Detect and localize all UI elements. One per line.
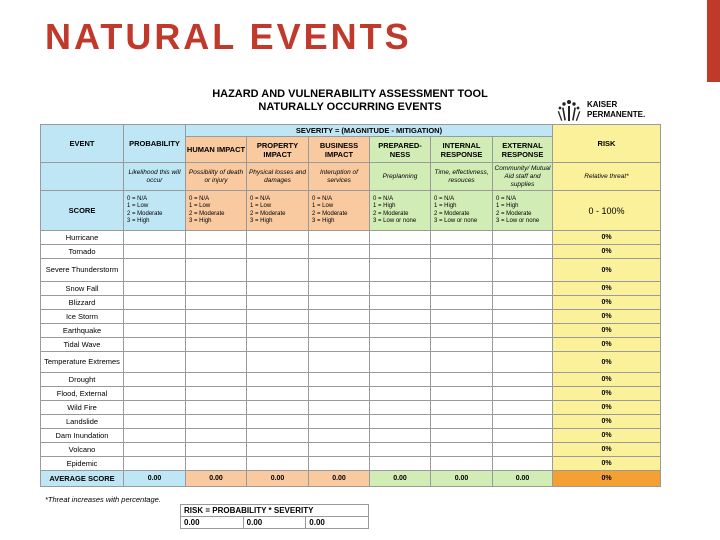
- internal-response-cell[interactable]: [431, 282, 493, 296]
- slide-title: NATURAL EVENTS: [45, 16, 412, 57]
- table-row: [41, 282, 661, 296]
- business-impact-cell[interactable]: [309, 352, 370, 373]
- probability-cell[interactable]: [124, 352, 186, 373]
- human-impact-cell[interactable]: [186, 373, 247, 387]
- scale-line: 1 = High: [434, 203, 457, 209]
- kaiser-permanente-logo-icon: [554, 95, 584, 125]
- risk-value: 0%: [553, 373, 661, 387]
- table-row: [41, 457, 661, 471]
- event-name: Tornado: [41, 245, 124, 259]
- average-human-impact: 0.00: [186, 471, 247, 487]
- external-response-cell[interactable]: [493, 282, 553, 296]
- event-name: Ice Storm: [41, 310, 124, 324]
- probability-cell[interactable]: [124, 282, 186, 296]
- business-impact-cell[interactable]: [309, 245, 370, 259]
- preparedness-desc: Preplanning: [370, 163, 431, 191]
- property-impact-cell[interactable]: [247, 401, 309, 415]
- event-name: Landslide: [41, 415, 124, 429]
- property-impact-cell[interactable]: [247, 282, 309, 296]
- table-row: [41, 415, 661, 429]
- event-name: Epidemic: [41, 457, 124, 471]
- probability-desc: Likelihood this will occur: [124, 163, 186, 191]
- external-response-cell[interactable]: [493, 457, 553, 471]
- property-impact-cell[interactable]: [247, 415, 309, 429]
- risk-value: 0%: [553, 387, 661, 401]
- internal-response-cell[interactable]: [431, 296, 493, 310]
- risk-header: RISK: [553, 125, 661, 163]
- property-impact-header: PROPERTY IMPACT: [247, 137, 309, 163]
- probability-cell[interactable]: [124, 231, 186, 245]
- scale-line: 1 = Low: [189, 203, 211, 209]
- external-response-cell[interactable]: [493, 296, 553, 310]
- property-impact-cell[interactable]: [247, 259, 309, 282]
- internal-response-cell[interactable]: [431, 259, 493, 282]
- event-name: Severe Thunderstorm: [41, 259, 124, 282]
- human-impact-cell[interactable]: [186, 282, 247, 296]
- severity-header: SEVERITY = (MAGNITUDE - MITIGATION): [186, 125, 553, 137]
- risk-formula-title: RISK = PROBABILITY * SEVERITY: [181, 505, 369, 517]
- risk-value: 0%: [553, 338, 661, 352]
- scale-line: 0 = N/A: [312, 195, 333, 202]
- table-row: [41, 324, 661, 338]
- probability-cell[interactable]: [124, 245, 186, 259]
- internal-response-cell[interactable]: [431, 429, 493, 443]
- business-impact-cell[interactable]: [309, 282, 370, 296]
- event-header: EVENT: [41, 125, 124, 163]
- human-impact-cell[interactable]: [186, 457, 247, 471]
- preparedness-cell[interactable]: [370, 245, 431, 259]
- internal-response-cell[interactable]: [431, 401, 493, 415]
- internal-response-cell[interactable]: [431, 443, 493, 457]
- risk-value: 0%: [553, 415, 661, 429]
- human-impact-cell[interactable]: [186, 245, 247, 259]
- scale-line: 1 = Low: [250, 203, 272, 209]
- event-desc-cell: [41, 163, 124, 191]
- preparedness-cell[interactable]: [370, 231, 431, 245]
- table-row: [41, 443, 661, 457]
- risk-value: 0%: [553, 443, 661, 457]
- average-score-label: AVERAGE SCORE: [41, 471, 124, 487]
- probability-cell[interactable]: [124, 443, 186, 457]
- scale-line: 3 = High: [312, 218, 335, 224]
- scale-line: 2 = Moderate: [373, 210, 409, 217]
- scale-line: 3 = High: [127, 218, 150, 224]
- business-impact-cell[interactable]: [309, 231, 370, 245]
- event-name: Tidal Wave: [41, 338, 124, 352]
- event-name: Hurricane: [41, 231, 124, 245]
- property-impact-cell[interactable]: [247, 245, 309, 259]
- event-name: Blizzard: [41, 296, 124, 310]
- preparedness-header: PREPARED-NESS: [370, 137, 431, 163]
- internal-response-cell[interactable]: [431, 373, 493, 387]
- scale-line: 0 = N/A: [496, 195, 517, 202]
- scale-line: 1 = High: [496, 203, 519, 209]
- business-impact-cell[interactable]: [309, 415, 370, 429]
- property-impact-cell[interactable]: [247, 387, 309, 401]
- accent-bar: [707, 0, 720, 82]
- risk-value: 0%: [553, 282, 661, 296]
- preparedness-cell[interactable]: [370, 338, 431, 352]
- business-impact-cell[interactable]: [309, 443, 370, 457]
- internal-response-desc: Time, effectivness, resouces: [431, 163, 493, 191]
- probability-cell[interactable]: [124, 457, 186, 471]
- probability-cell[interactable]: [124, 259, 186, 282]
- event-name: Wild Fire: [41, 401, 124, 415]
- property-impact-cell[interactable]: [247, 231, 309, 245]
- human-impact-cell[interactable]: [186, 387, 247, 401]
- internal-response-cell[interactable]: [431, 352, 493, 373]
- external-response-scale: [493, 191, 553, 231]
- business-impact-cell[interactable]: [309, 259, 370, 282]
- internal-response-cell[interactable]: [431, 310, 493, 324]
- property-impact-desc: Physical losses and damages: [247, 163, 309, 191]
- risk-value: 0%: [553, 296, 661, 310]
- preparedness-cell[interactable]: [370, 415, 431, 429]
- risk-formula-value: 0.00: [181, 517, 244, 529]
- property-impact-cell[interactable]: [247, 429, 309, 443]
- human-impact-cell[interactable]: [186, 401, 247, 415]
- human-impact-cell[interactable]: [186, 429, 247, 443]
- internal-response-scale: [431, 191, 493, 231]
- property-impact-cell[interactable]: [247, 310, 309, 324]
- risk-formula-value: 0.00: [306, 517, 369, 529]
- business-impact-cell[interactable]: [309, 387, 370, 401]
- business-impact-cell[interactable]: [309, 338, 370, 352]
- event-name: Earthquake: [41, 324, 124, 338]
- external-response-cell[interactable]: [493, 415, 553, 429]
- preparedness-cell[interactable]: [370, 324, 431, 338]
- average-probability: 0.00: [124, 471, 186, 487]
- event-name: Temperature Extremes: [41, 352, 124, 373]
- external-response-desc: Community/ Mutual Aid staff and supplies: [493, 163, 553, 191]
- external-response-cell[interactable]: [493, 387, 553, 401]
- logo-line1: KAISER: [587, 100, 618, 109]
- human-impact-cell[interactable]: [186, 443, 247, 457]
- scale-line: 2 = Moderate: [250, 210, 286, 217]
- risk-formula-value: 0.00: [243, 517, 306, 529]
- preparedness-cell[interactable]: [370, 401, 431, 415]
- average-internal-response: 0.00: [431, 471, 493, 487]
- table-row: [41, 373, 661, 387]
- risk-value: 0%: [553, 352, 661, 373]
- table-row: [41, 259, 661, 282]
- internal-response-header: INTERNAL RESPONSE: [431, 137, 493, 163]
- probability-header: PROBABILITY: [124, 125, 186, 163]
- scale-line: 0 = N/A: [373, 195, 394, 202]
- score-row: [41, 191, 661, 231]
- business-impact-cell[interactable]: [309, 310, 370, 324]
- external-response-cell[interactable]: [493, 231, 553, 245]
- internal-response-cell[interactable]: [431, 324, 493, 338]
- human-impact-cell[interactable]: [186, 296, 247, 310]
- human-impact-cell[interactable]: [186, 352, 247, 373]
- risk-scale: 0 - 100%: [553, 191, 661, 231]
- risk-value: 0%: [553, 231, 661, 245]
- risk-value: 0%: [553, 401, 661, 415]
- probability-scale: [124, 191, 186, 231]
- human-impact-cell[interactable]: [186, 324, 247, 338]
- external-response-cell[interactable]: [493, 429, 553, 443]
- preparedness-cell[interactable]: [370, 387, 431, 401]
- external-response-cell[interactable]: [493, 352, 553, 373]
- probability-cell[interactable]: [124, 310, 186, 324]
- risk-value: 0%: [553, 310, 661, 324]
- scale-line: 2 = Moderate: [189, 210, 225, 217]
- risk-value: 0%: [553, 259, 661, 282]
- event-name: Dam Inundation: [41, 429, 124, 443]
- probability-cell[interactable]: [124, 401, 186, 415]
- average-score-row: [41, 471, 661, 487]
- business-impact-scale: [309, 191, 370, 231]
- human-impact-cell[interactable]: [186, 415, 247, 429]
- table-row: [41, 338, 661, 352]
- tool-title: [200, 88, 500, 114]
- external-response-cell[interactable]: [493, 310, 553, 324]
- hva-table: [40, 124, 661, 487]
- preparedness-cell[interactable]: [370, 429, 431, 443]
- table-row: [41, 296, 661, 310]
- event-name: Volcano: [41, 443, 124, 457]
- scale-line: 3 = Low or none: [373, 218, 417, 224]
- property-impact-cell[interactable]: [247, 373, 309, 387]
- internal-response-cell[interactable]: [431, 338, 493, 352]
- scale-line: 3 = High: [250, 218, 273, 224]
- probability-cell[interactable]: [124, 324, 186, 338]
- external-response-cell[interactable]: [493, 373, 553, 387]
- event-name: Drought: [41, 373, 124, 387]
- business-impact-cell[interactable]: [309, 296, 370, 310]
- probability-cell[interactable]: [124, 415, 186, 429]
- human-impact-cell[interactable]: [186, 231, 247, 245]
- external-response-cell[interactable]: [493, 245, 553, 259]
- scale-line: 1 = High: [373, 203, 396, 209]
- risk-value: 0%: [553, 457, 661, 471]
- probability-cell[interactable]: [124, 387, 186, 401]
- internal-response-cell[interactable]: [431, 387, 493, 401]
- business-impact-desc: Interuption of services: [309, 163, 370, 191]
- internal-response-cell[interactable]: [431, 415, 493, 429]
- risk-value: 0%: [553, 429, 661, 443]
- risk-desc: Relative threat*: [553, 163, 661, 191]
- external-response-cell[interactable]: [493, 443, 553, 457]
- human-impact-cell[interactable]: [186, 259, 247, 282]
- business-impact-cell[interactable]: [309, 373, 370, 387]
- scale-line: 2 = Moderate: [496, 210, 532, 217]
- table-row: [41, 245, 661, 259]
- business-impact-header: BUSINESS IMPACT: [309, 137, 370, 163]
- property-impact-cell[interactable]: [247, 324, 309, 338]
- preparedness-cell[interactable]: [370, 443, 431, 457]
- property-impact-cell[interactable]: [247, 338, 309, 352]
- business-impact-cell[interactable]: [309, 324, 370, 338]
- tool-title-line2: NATURALLY OCCURRING EVENTS: [258, 101, 442, 113]
- preparedness-cell[interactable]: [370, 457, 431, 471]
- table-row: [41, 310, 661, 324]
- external-response-cell[interactable]: [493, 324, 553, 338]
- external-response-cell[interactable]: [493, 259, 553, 282]
- scale-line: 3 = Low or none: [496, 218, 540, 224]
- property-impact-scale: [247, 191, 309, 231]
- average-risk: 0%: [553, 471, 661, 487]
- table-row: [41, 352, 661, 373]
- preparedness-cell[interactable]: [370, 296, 431, 310]
- average-preparedness: 0.00: [370, 471, 431, 487]
- preparedness-cell[interactable]: [370, 310, 431, 324]
- event-name: Flood, External: [41, 387, 124, 401]
- probability-cell[interactable]: [124, 429, 186, 443]
- average-property-impact: 0.00: [247, 471, 309, 487]
- risk-value: 0%: [553, 324, 661, 338]
- logo-line2: PERMANENTE.: [587, 110, 646, 119]
- business-impact-cell[interactable]: [309, 457, 370, 471]
- human-impact-desc: Possibility of death or injury: [186, 163, 247, 191]
- event-name: Snow Fall: [41, 282, 124, 296]
- scale-line: 3 = High: [189, 218, 212, 224]
- average-business-impact: 0.00: [309, 471, 370, 487]
- scale-line: 2 = Moderate: [312, 210, 348, 217]
- scale-line: 1 = Low: [127, 203, 149, 209]
- scale-line: 3 = Low or none: [434, 218, 478, 224]
- property-impact-cell[interactable]: [247, 352, 309, 373]
- table-row: [41, 429, 661, 443]
- table-row: [41, 231, 661, 245]
- human-impact-header: HUMAN IMPACT: [186, 137, 247, 163]
- business-impact-cell[interactable]: [309, 401, 370, 415]
- average-external-response: 0.00: [493, 471, 553, 487]
- external-response-header: EXTERNAL RESPONSE: [493, 137, 553, 163]
- table-row: [41, 401, 661, 415]
- preparedness-cell[interactable]: [370, 282, 431, 296]
- scale-line: 2 = Moderate: [434, 210, 470, 217]
- footnote: *Threat increases with percentage.: [45, 495, 161, 504]
- table-row: [41, 387, 661, 401]
- scale-line: 0 = N/A: [189, 195, 210, 202]
- preparedness-scale: [370, 191, 431, 231]
- business-impact-cell[interactable]: [309, 429, 370, 443]
- preparedness-cell[interactable]: [370, 352, 431, 373]
- probability-cell[interactable]: [124, 338, 186, 352]
- score-label: SCORE: [41, 191, 124, 231]
- probability-cell[interactable]: [124, 373, 186, 387]
- probability-cell[interactable]: [124, 296, 186, 310]
- scale-line: 0 = N/A: [250, 195, 271, 202]
- human-impact-cell[interactable]: [186, 338, 247, 352]
- property-impact-cell[interactable]: [247, 443, 309, 457]
- external-response-cell[interactable]: [493, 338, 553, 352]
- internal-response-cell[interactable]: [431, 245, 493, 259]
- external-response-cell[interactable]: [493, 401, 553, 415]
- scale-line: 0 = N/A: [127, 195, 148, 202]
- internal-response-cell[interactable]: [431, 457, 493, 471]
- scale-line: 1 = Low: [312, 203, 334, 209]
- internal-response-cell[interactable]: [431, 231, 493, 245]
- tool-title-line1: HAZARD AND VULNERABILITY ASSESSMENT TOOL: [212, 88, 488, 100]
- kaiser-logo: [554, 95, 645, 125]
- property-impact-cell[interactable]: [247, 457, 309, 471]
- risk-formula-table: [180, 504, 369, 529]
- preparedness-cell[interactable]: [370, 373, 431, 387]
- human-impact-cell[interactable]: [186, 310, 247, 324]
- human-impact-scale: [186, 191, 247, 231]
- preparedness-cell[interactable]: [370, 259, 431, 282]
- risk-value: 0%: [553, 245, 661, 259]
- scale-line: 2 = Moderate: [127, 210, 163, 217]
- logo-text: [587, 100, 645, 120]
- property-impact-cell[interactable]: [247, 296, 309, 310]
- scale-line: 0 = N/A: [434, 195, 455, 202]
